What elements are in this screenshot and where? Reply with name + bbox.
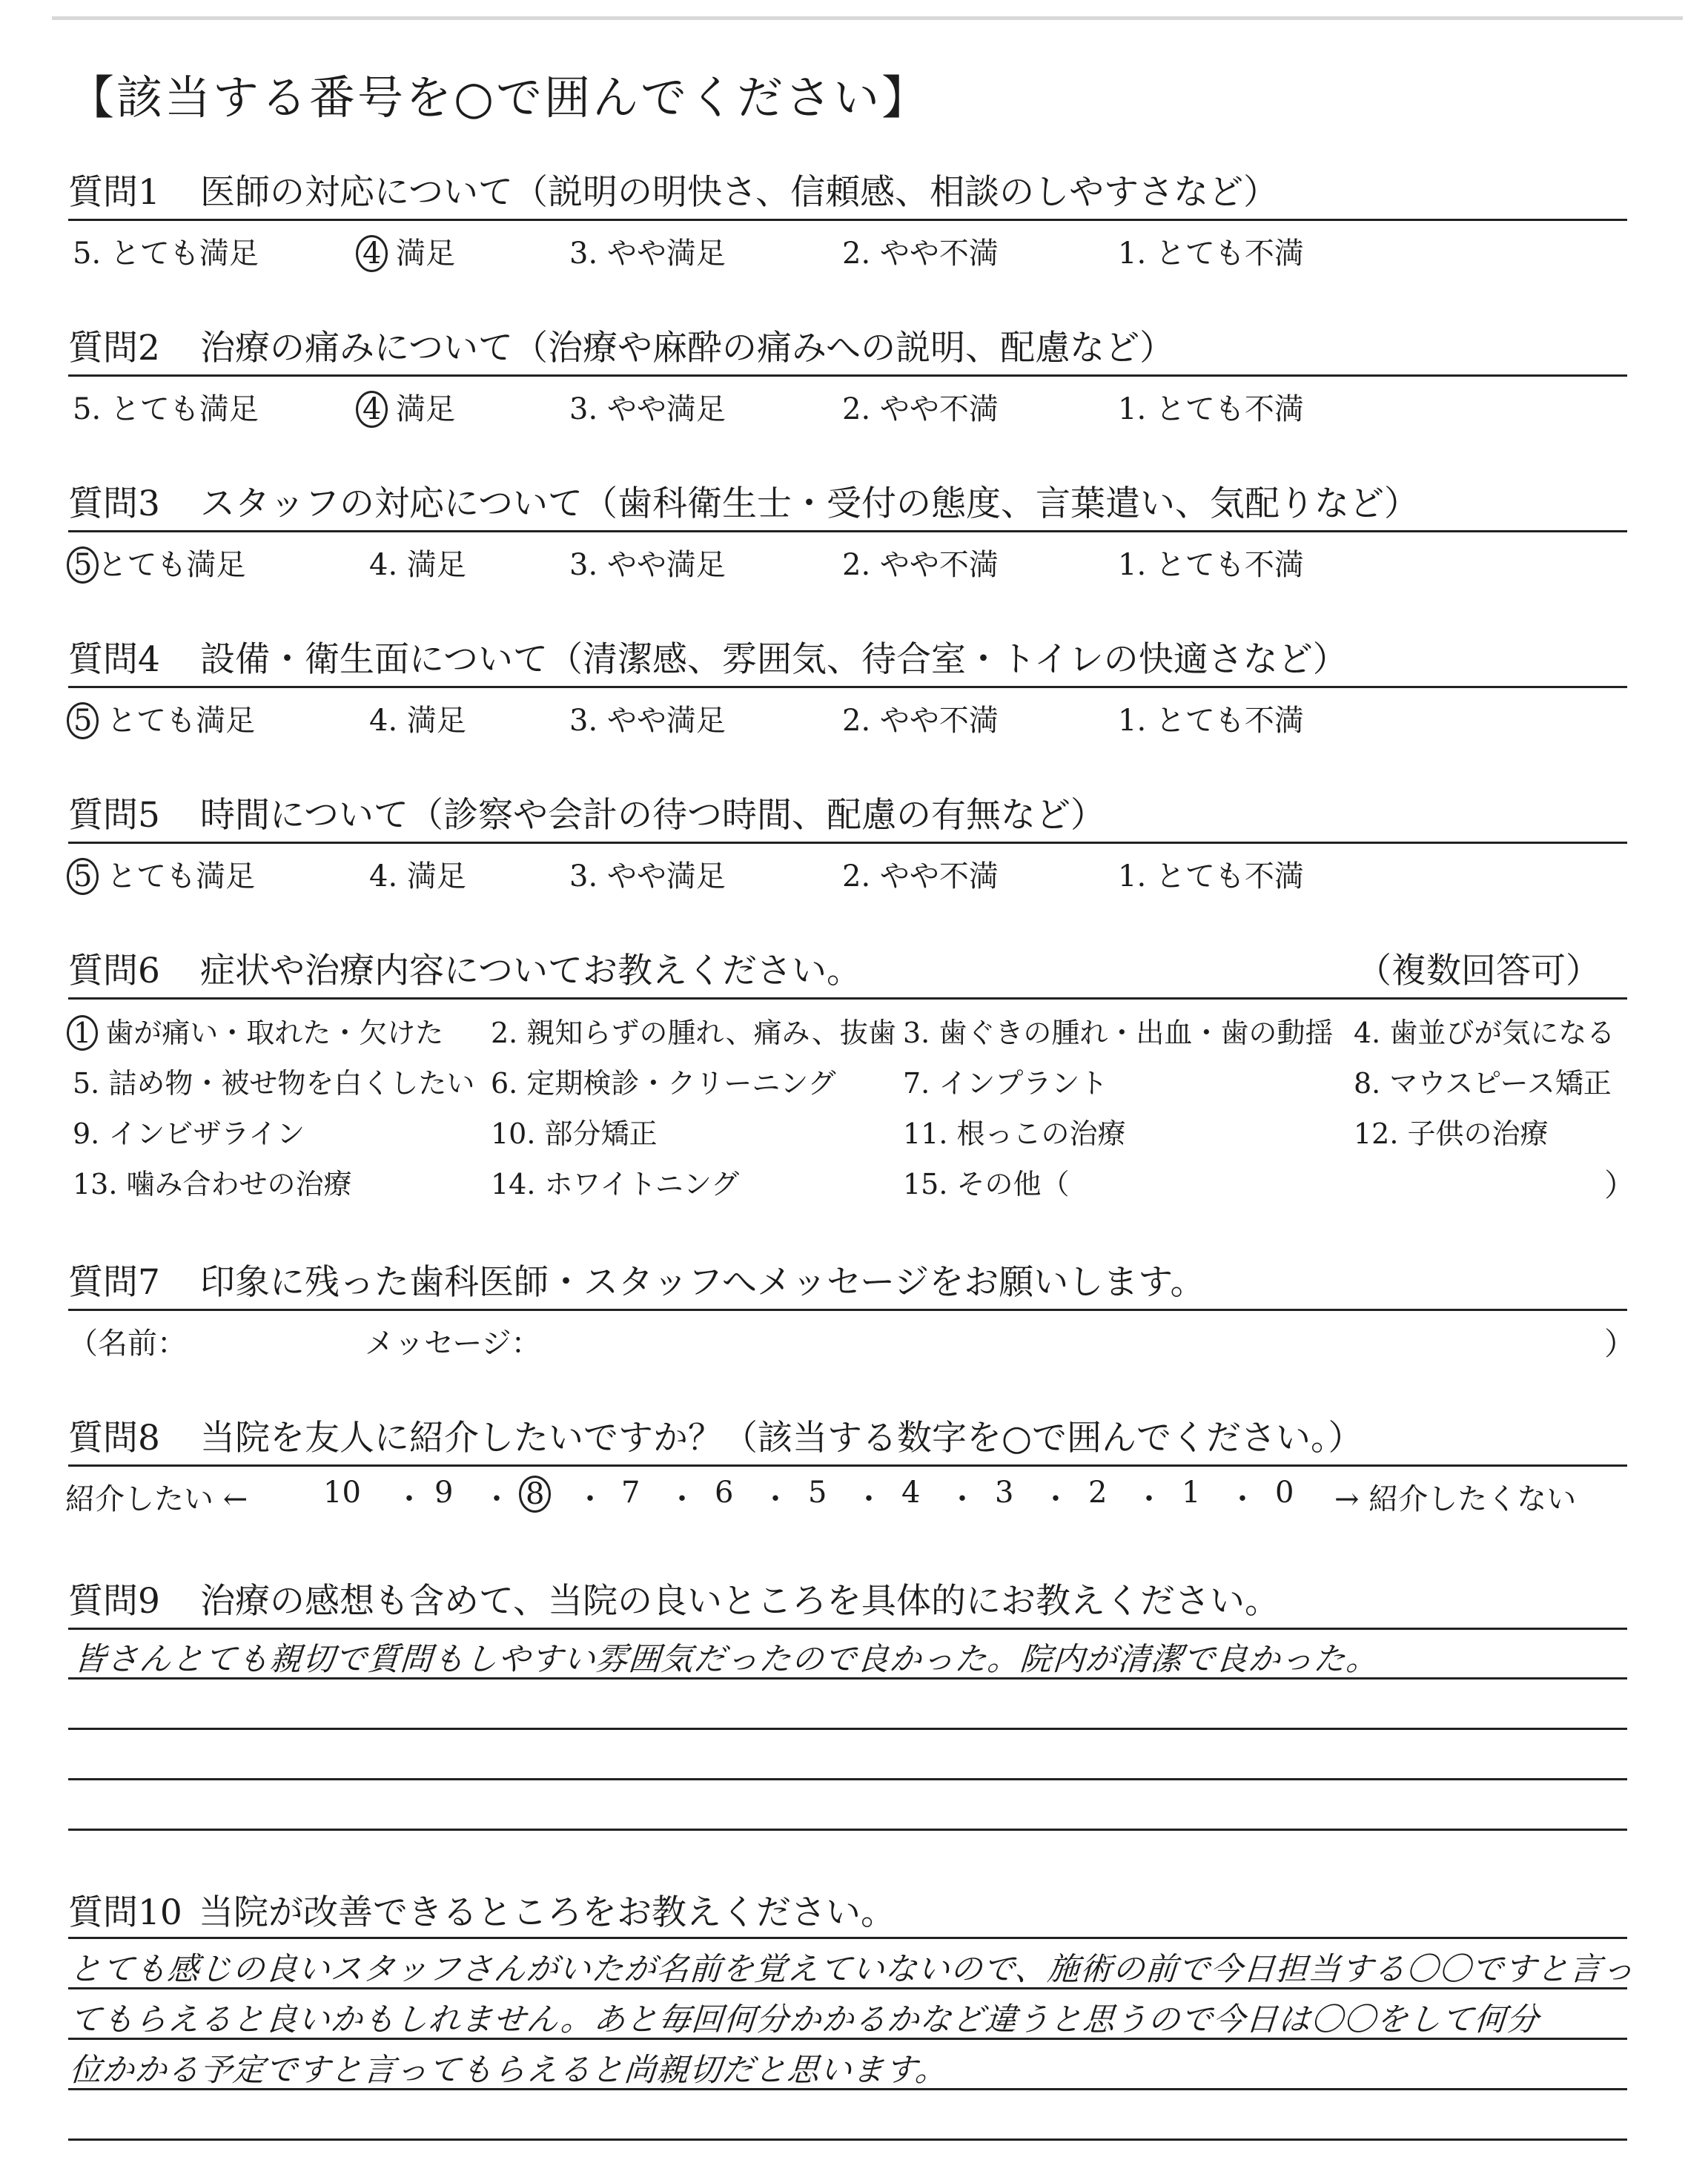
answer-line xyxy=(68,1937,1627,1939)
q10-handwritten-line-2: てもらえると良いかもしれません。あと毎回何分かかるかなど違うと思うので今日は〇〇をして何分 xyxy=(68,2001,1541,2038)
question-2-number: 質問2 xyxy=(68,328,160,369)
q8-dot: ・ xyxy=(667,1482,697,1516)
q6-option-5[interactable]: 5. 詰め物・被せ物を白くしたい xyxy=(73,1067,475,1100)
answer-line xyxy=(68,1728,1627,1730)
q8-value-9[interactable]: 9 xyxy=(434,1476,454,1510)
q7-message-label: メッセージ： xyxy=(365,1327,541,1361)
q6-option-13[interactable]: 13. 噛み合わせの治療 xyxy=(73,1168,352,1200)
question-4-heading xyxy=(68,632,1348,681)
q10-handwritten-line-1: とても感じの良いスタッフさんがいたが名前を覚えていないので、施術の前で今日担当する〇〇ですと言っ xyxy=(68,1951,1636,1988)
question-6-rule xyxy=(68,997,1627,1000)
question-6-text: 症状や治療内容についてお教えください。 xyxy=(200,951,862,991)
q2-option-3[interactable]: 3. やや満足 xyxy=(569,392,726,426)
question-2-heading xyxy=(68,320,1174,370)
q4-option-3[interactable]: 3. やや満足 xyxy=(569,704,726,738)
q8-right-label: → 紹介したくない xyxy=(1334,1482,1577,1516)
q8-value-7[interactable]: 7 xyxy=(621,1476,640,1510)
answer-line xyxy=(68,2138,1627,2141)
q8-value-10[interactable]: 10 xyxy=(323,1476,361,1510)
answer-line xyxy=(68,2088,1627,2090)
q1-option-5[interactable]: 5. とても満足 xyxy=(73,237,259,271)
q6-option-11[interactable]: 11. 根っこの治療 xyxy=(903,1117,1126,1150)
question-4-rule xyxy=(68,686,1627,688)
q8-value-8[interactable] xyxy=(525,1476,549,1513)
q2-selected-circle: 4 xyxy=(356,391,388,428)
question-2-rule xyxy=(68,374,1627,377)
question-9-number: 質問9 xyxy=(68,1581,160,1622)
q1-option-2[interactable]: 2. やや不満 xyxy=(842,237,999,271)
answer-line xyxy=(68,1778,1627,1780)
q2-option-4[interactable]: 4 満足 xyxy=(362,386,455,428)
q7-close: ） xyxy=(1604,1326,1636,1362)
q4-selected-circle: 5 xyxy=(67,702,99,739)
q6-selected-circle: 1 xyxy=(67,1015,98,1051)
form-title: 【該当する番号を○で囲んでください】 xyxy=(68,70,930,125)
question-10-text: 当院が改善できるところをお教えください。 xyxy=(199,1892,896,1933)
question-3-text: スタッフの対応について（歯科衛生士・受付の態度、言葉遣い、気配りなど） xyxy=(200,483,1420,524)
question-1-heading xyxy=(68,165,1278,214)
q8-selected-circle: 8 xyxy=(519,1476,551,1513)
q4-option-1[interactable]: 1. とても不満 xyxy=(1118,704,1304,738)
question-3-rule xyxy=(68,530,1627,532)
question-8-number: 質問8 xyxy=(68,1418,160,1459)
q8-left-label: 紹介したい ← xyxy=(65,1482,248,1516)
q4-option-2[interactable]: 2. やや不満 xyxy=(842,704,999,738)
q5-selected-circle: 5 xyxy=(67,858,99,895)
q8-dot: ・ xyxy=(394,1482,424,1516)
question-1-rule xyxy=(68,219,1627,221)
q10-handwritten-line-3: 位かかる予定ですと言ってもらえると尚親切だと思います。 xyxy=(68,2052,950,2089)
q2-option-2[interactable]: 2. やや不満 xyxy=(842,392,999,426)
question-7-number: 質問7 xyxy=(68,1262,160,1303)
q2-option-5[interactable]: 5. とても満足 xyxy=(73,392,259,426)
q6-option-1-label: 歯が痛い・取れた・欠けた xyxy=(105,1017,444,1049)
q5-option-2[interactable]: 2. やや不満 xyxy=(842,859,999,894)
q6-option-6[interactable]: 6. 定期検診・クリーニング xyxy=(491,1067,836,1100)
q4-option-5[interactable]: 5 とても満足 xyxy=(73,697,255,739)
q3-option-2[interactable]: 2. やや不満 xyxy=(842,548,999,582)
q9-handwritten-answer: 皆さんとても親切で質問もしやすい雰囲気だったので良かった。院内が清潔で良かった。 xyxy=(73,1641,1380,1678)
q5-option-4[interactable]: 4. 満足 xyxy=(369,859,466,894)
question-10-number: 質問10 xyxy=(68,1892,182,1933)
q2-option-1[interactable]: 1. とても不満 xyxy=(1118,392,1304,426)
q1-option-1[interactable]: 1. とても不満 xyxy=(1118,237,1304,271)
question-8-text: 当院を友人に紹介したいですか？（該当する数字を○で囲んでください。） xyxy=(200,1418,1363,1459)
question-10-heading xyxy=(68,1885,896,1935)
q5-option-5[interactable]: 5 とても満足 xyxy=(73,853,255,895)
q6-option-2[interactable]: 2. 親知らずの腫れ、痛み、抜歯 xyxy=(491,1017,896,1049)
q1-option-4[interactable]: 4 満足 xyxy=(362,230,455,272)
q1-selected-circle: 4 xyxy=(356,235,388,272)
q8-value-3[interactable]: 3 xyxy=(995,1476,1014,1510)
q6-option-1[interactable] xyxy=(73,1010,443,1051)
q8-value-6[interactable]: 6 xyxy=(715,1476,734,1510)
answer-line xyxy=(68,1628,1627,1630)
question-5-text: 時間について（診察や会計の待つ時間、配慮の有無など） xyxy=(200,795,1106,836)
question-5-rule xyxy=(68,842,1627,844)
q8-dot: ・ xyxy=(1228,1482,1257,1516)
q6-option-14[interactable]: 14. ホワイトニング xyxy=(491,1168,740,1200)
q6-option-15[interactable]: 15. その他（ xyxy=(903,1168,1070,1200)
q8-dot: ・ xyxy=(761,1482,790,1516)
q1-option-3[interactable]: 3. やや満足 xyxy=(569,237,726,271)
q3-option-5[interactable]: 5 とても満足 xyxy=(73,541,245,584)
q5-option-3[interactable]: 3. やや満足 xyxy=(569,859,726,894)
q6-option-9[interactable]: 9. インビザライン xyxy=(73,1117,305,1150)
q8-dot: ・ xyxy=(854,1482,884,1516)
answer-line xyxy=(68,1677,1627,1680)
q6-option-12[interactable]: 12. 子供の治療 xyxy=(1354,1117,1549,1150)
question-9-text: 治療の感想も含めて、当院の良いところを具体的にお教えください。 xyxy=(200,1581,1280,1622)
question-8-heading xyxy=(68,1410,1363,1460)
q8-dot: ・ xyxy=(947,1482,977,1516)
answer-line xyxy=(68,1829,1627,1831)
question-4-text: 設備・衛生面について（清潔感、雰囲気、待合室・トイレの快適さなど） xyxy=(200,639,1348,680)
q8-value-1[interactable]: 1 xyxy=(1182,1476,1201,1510)
q3-option-4[interactable]: 4. 満足 xyxy=(369,548,466,582)
q7-name-label: （名前： xyxy=(68,1327,187,1361)
q3-option-1[interactable]: 1. とても不満 xyxy=(1118,548,1304,582)
question-8-rule xyxy=(68,1464,1627,1467)
question-5-heading xyxy=(68,787,1105,837)
q6-option-8[interactable]: 8. マウスピース矯正 xyxy=(1354,1067,1612,1100)
question-3-heading xyxy=(68,476,1419,526)
question-2-text: 治療の痛みについて（治療や麻酔の痛みへの説明、配慮など） xyxy=(200,328,1175,369)
top-border xyxy=(52,16,1683,20)
question-4-number: 質問4 xyxy=(68,639,160,680)
q4-option-4[interactable]: 4. 満足 xyxy=(369,704,466,738)
question-6-note: （複数回答可） xyxy=(1357,951,1601,991)
q6-option-7[interactable]: 7. インプラント xyxy=(903,1067,1108,1100)
question-9-heading xyxy=(68,1573,1280,1623)
q8-value-5[interactable]: 5 xyxy=(808,1476,827,1510)
q8-value-0[interactable]: 0 xyxy=(1275,1476,1294,1510)
q8-dot: ・ xyxy=(482,1482,512,1516)
q8-dot: ・ xyxy=(575,1482,605,1516)
question-1-text: 医師の対応について（説明の明快さ、信頼感、相談のしやすさなど） xyxy=(200,172,1279,213)
q3-option-3[interactable]: 3. やや満足 xyxy=(569,548,726,582)
question-7-heading xyxy=(68,1255,1205,1304)
answer-line xyxy=(68,1987,1627,1989)
q6-option-10[interactable]: 10. 部分矯正 xyxy=(491,1117,658,1150)
q8-dot: ・ xyxy=(1041,1482,1070,1516)
question-5-number: 質問5 xyxy=(68,795,160,836)
q8-dot: ・ xyxy=(1134,1482,1164,1516)
question-1-number: 質問1 xyxy=(68,172,160,213)
question-7-text: 印象に残った歯科医師・スタッフへメッセージをお願いします。 xyxy=(200,1262,1205,1303)
question-3-number: 質問3 xyxy=(68,483,160,524)
q8-value-4[interactable]: 4 xyxy=(901,1476,921,1510)
q6-option-3[interactable]: 3. 歯ぐきの腫れ・出血・歯の動揺 xyxy=(903,1017,1334,1049)
question-6-number: 質問6 xyxy=(68,951,160,991)
q8-value-2[interactable]: 2 xyxy=(1088,1476,1108,1510)
question-6-heading xyxy=(68,943,861,993)
q6-option-4[interactable]: 4. 歯並びが気になる xyxy=(1354,1017,1615,1049)
question-7-rule xyxy=(68,1309,1627,1311)
answer-line xyxy=(68,2038,1627,2040)
q5-option-1[interactable]: 1. とても不満 xyxy=(1118,859,1304,894)
q3-selected-circle: 5 xyxy=(67,546,99,584)
q6-other-close: ） xyxy=(1604,1167,1636,1203)
